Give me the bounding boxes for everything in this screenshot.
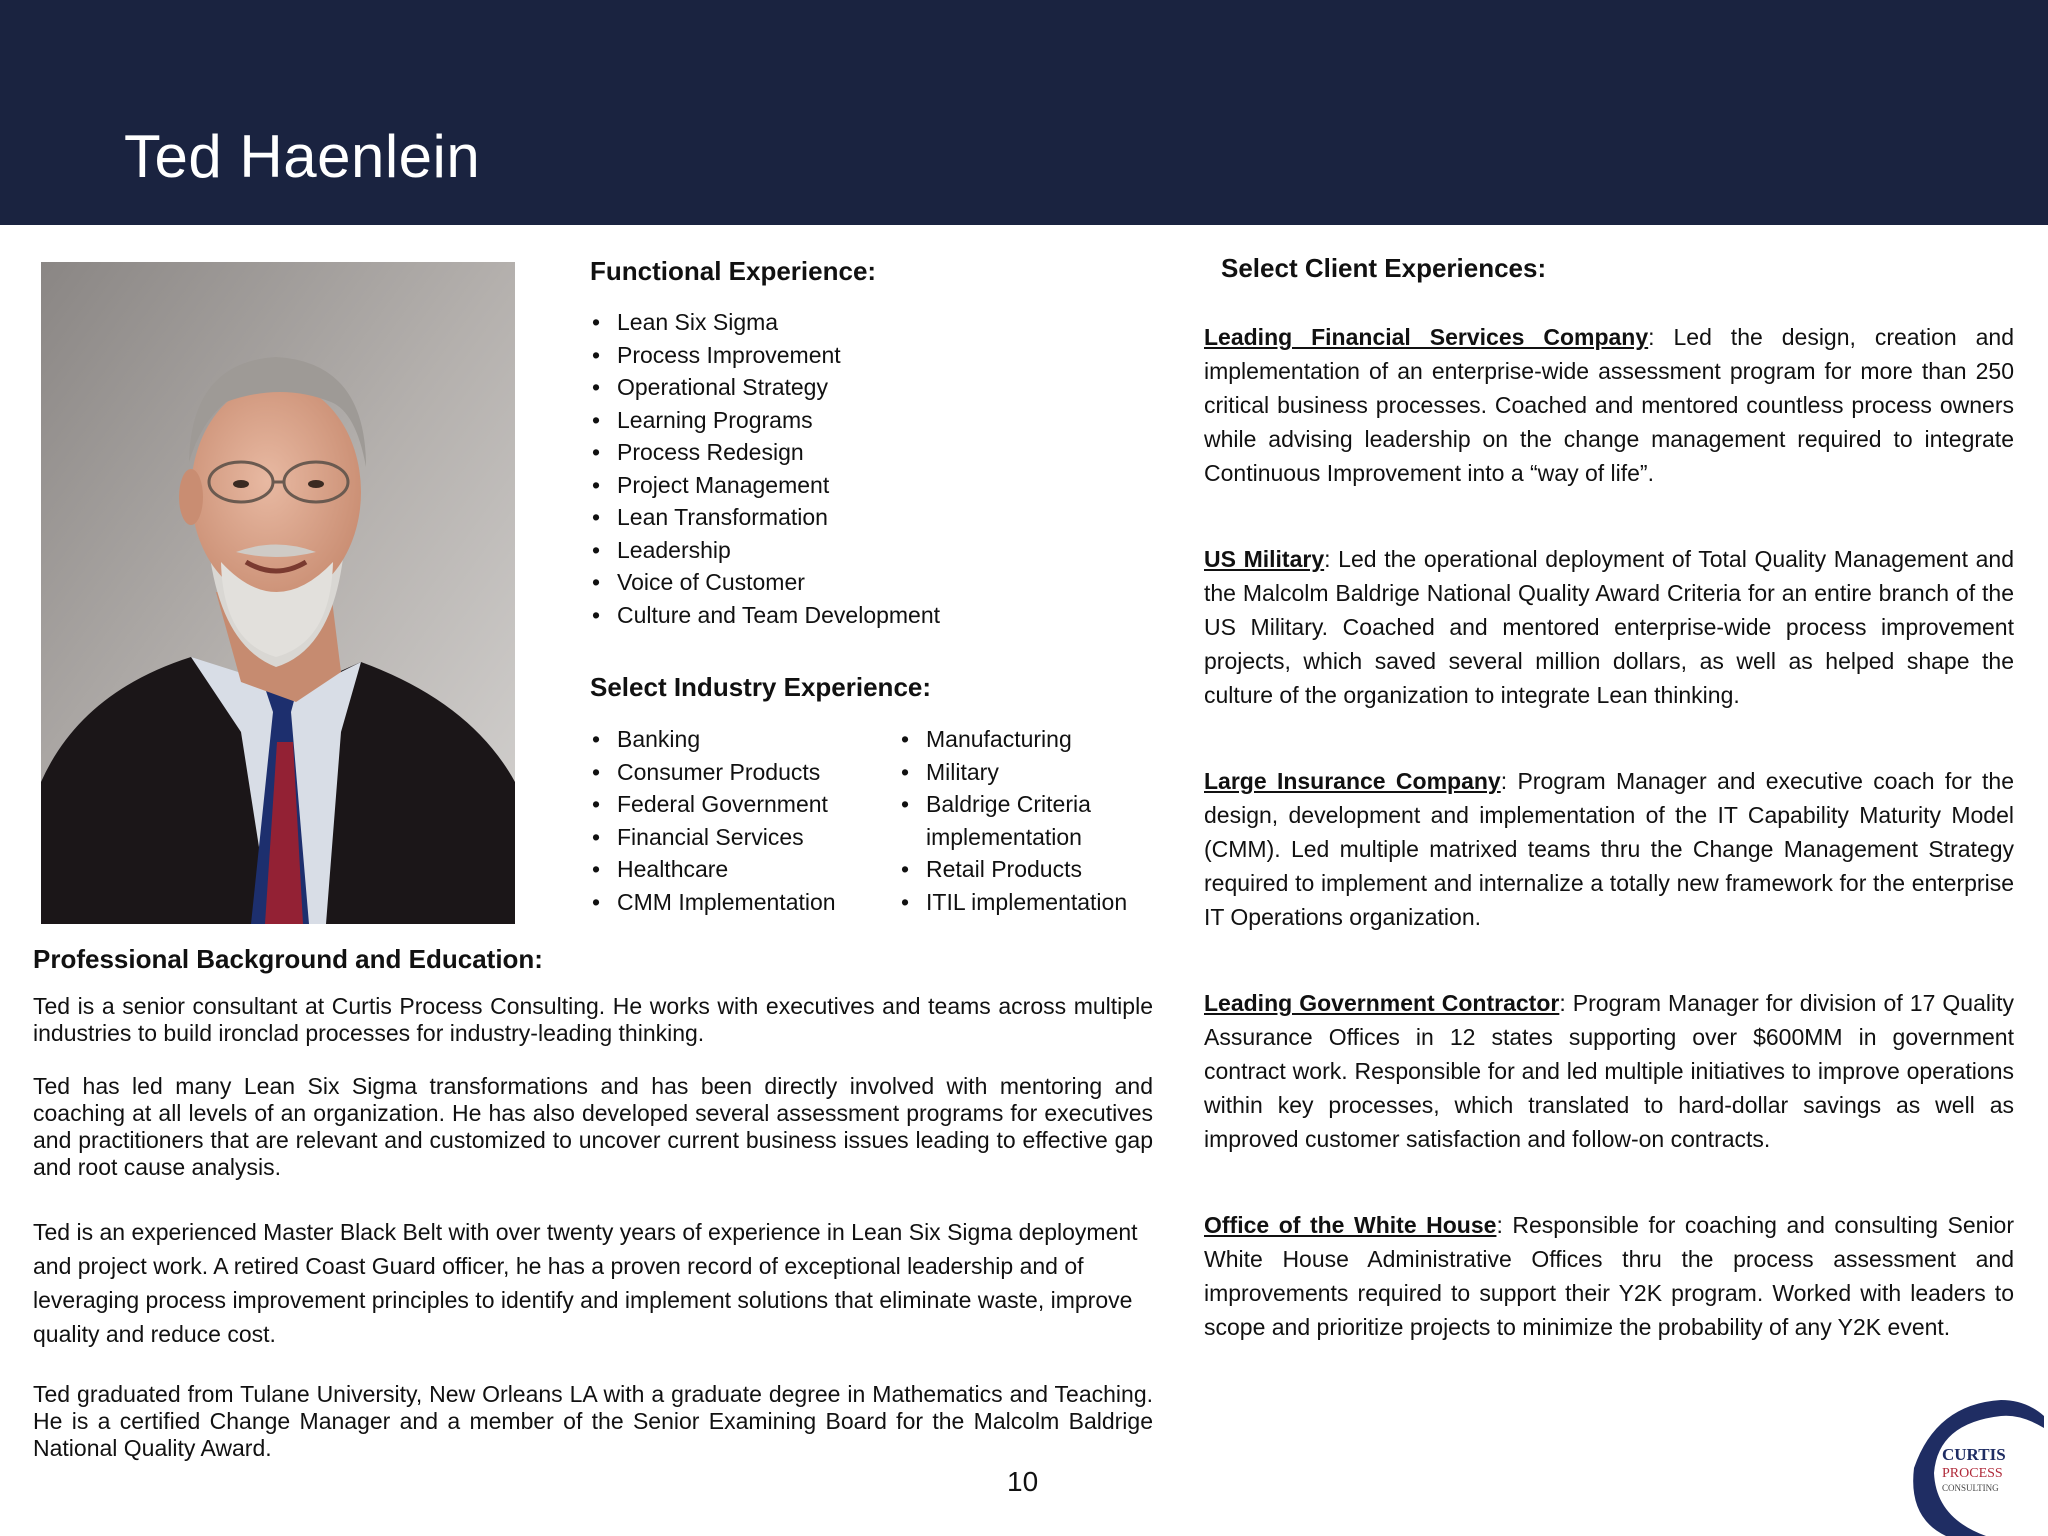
functional-experience-list [590, 306, 1110, 631]
client-description: Program Manager and executive coach for the design, development and implementation of the IT Capability Maturity Model (CMM). Led multiple matrixed teams thru the Change Management Strategy required to implement and internalize a totally new framework for the enterprise IT Operations organization. [1204, 768, 2015, 930]
list-item: • Voice of Customer [590, 566, 1110, 599]
client-name: US Military [1204, 546, 1325, 572]
list-item: • Consumer Products [590, 756, 890, 789]
title-banner [0, 0, 2048, 225]
separator: : [1648, 324, 1674, 350]
list-item: • Retail Products [899, 853, 1169, 886]
client-name: Office of the White House [1204, 1212, 1497, 1238]
client-name: Large Insurance Company [1204, 768, 1501, 794]
list-item: • Manufacturing [899, 723, 1169, 756]
list-item: • CMM Implementation [590, 886, 890, 919]
separator: : [1500, 768, 1518, 794]
client-name: Leading Financial Services Company [1204, 324, 1649, 350]
list-item: • Operational Strategy [590, 371, 1110, 404]
background-paragraph: Ted has led many Lean Six Sigma transformations and has been directly involved with mentoring and coaching at all levels of an organization. He has also developed several assessment programs for executives and practitioners that are relevant and customized to uncover current business issues leading to effective gap and root cause analysis. [33, 1073, 1153, 1180]
client-experience-entry [1204, 320, 2014, 490]
portrait-illustration [41, 262, 515, 924]
list-item: • Lean Transformation [590, 501, 1110, 534]
logo-mark [1906, 1398, 2048, 1536]
list-item: • Learning Programs [590, 404, 1110, 437]
client-description: Program Manager for division of 17 Quality Assurance Offices in 12 states supporting over $600MM in government contract work. Responsible for and led multiple initiatives to improve operations within key processes, which translated to hard-dollar savings as well as improved customer satisfaction and follow-on contracts. [1204, 990, 2015, 1152]
logo-text-line3: CONSULTING [1942, 1483, 1999, 1493]
industry-list-column-1 [590, 723, 890, 918]
industry-list-column-2 [899, 723, 1169, 918]
client-description: Led the design, creation and implementation of an enterprise-wide assessment program for more than 250 critical business processes. Coached and mentored countless process owners while advising leadership on the change management required to integrate Continuous Improvement into a “way of life”. [1204, 324, 2014, 486]
list-item: • Culture and Team Development [590, 599, 1110, 632]
client-name: Leading Government Contractor [1204, 990, 1560, 1016]
list-item: • Healthcare [590, 853, 890, 886]
separator: : [1496, 1212, 1513, 1238]
page-title: Ted Haenlein [124, 123, 481, 190]
background-paragraph: Ted graduated from Tulane University, New Orleans LA with a graduate degree in Mathematics and Teaching. He is a certified Change Manager and a member of the Senior Examining Board for the Malcolm Baldrige National Quality Award. [33, 1381, 1153, 1461]
client-description: Responsible for coaching and consulting Senior White House Administrative Offices thru the process assessment and improvements required to support their Y2K program. Worked with leaders to scope and prioritize projects to minimize the probability of any Y2K event. [1204, 1212, 2015, 1340]
logo-text-line2: PROCESS [1942, 1466, 2003, 1481]
list-item: • Banking [590, 723, 890, 756]
client-experience-entry [1204, 986, 2014, 1156]
list-item: • Process Redesign [590, 436, 1110, 469]
client-experience-entry [1204, 542, 2014, 712]
page-number: 10 [1007, 1466, 1039, 1497]
logo-text-line1: CURTIS [1942, 1445, 2006, 1464]
background-heading: Professional Background and Education: [33, 944, 543, 974]
list-item: • Financial Services [590, 821, 890, 854]
list-item: • Lean Six Sigma [590, 306, 1110, 339]
list-item: • Federal Government [590, 788, 890, 821]
client-experiences-heading: Select Client Experiences: [1221, 253, 1547, 283]
list-item: • Baldrige Criteria implementation [899, 788, 1169, 853]
background-paragraph: Ted is a senior consultant at Curtis Process Consulting. He works with executives and teams across multiple industries to build ironclad processes for industry-leading thinking. [33, 993, 1153, 1046]
list-item: • Leadership [590, 534, 1110, 567]
list-item: • ITIL implementation [899, 886, 1169, 919]
company-logo [1906, 1398, 2048, 1536]
list-item: • Project Management [590, 469, 1110, 502]
separator: : [1324, 546, 1339, 572]
list-item: • Process Improvement [590, 339, 1110, 372]
client-experience-entry [1204, 764, 2014, 934]
list-item: • Military [899, 756, 1169, 789]
industry-experience-heading: Select Industry Experience: [590, 672, 932, 702]
separator: : [1559, 990, 1573, 1016]
portrait-photo [41, 262, 515, 924]
client-description: Led the operational deployment of Total Quality Management and the Malcolm Baldrige National Quality Award Criteria for an entire branch of the US Military. Coached and mentored enterprise-wide process improvement projects, which saved several million dollars, as well as helped shape the culture of the organization to integrate Lean thinking. [1204, 546, 2014, 708]
functional-experience-heading: Functional Experience: [590, 256, 877, 286]
client-experience-entry [1204, 1208, 2014, 1344]
background-paragraph: Ted is an experienced Master Black Belt with over twenty years of experience in Lean Six Sigma deployment and project work. A retired Coast Guard officer, he has a proven record of exceptional leadership and of leveraging process improvement principles to identify and implement solutions that eliminate waste, improve quality and reduce cost. [33, 1219, 1138, 1347]
